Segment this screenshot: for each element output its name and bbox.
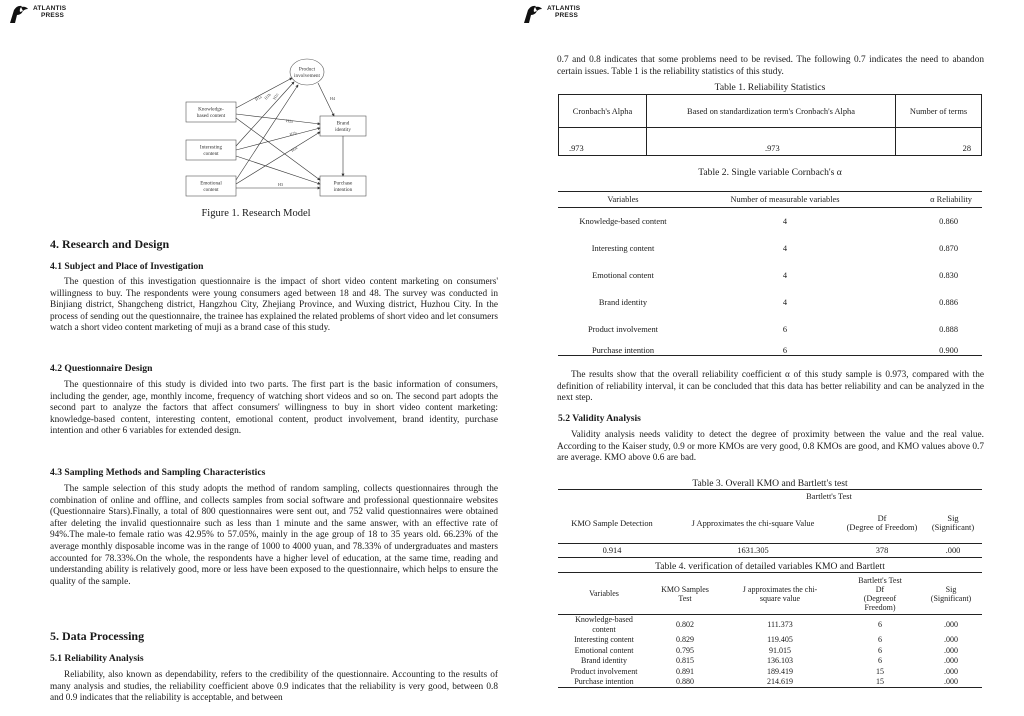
atlantis-press-icon <box>8 4 30 24</box>
table-header-row <box>559 95 982 128</box>
t3-value-cell: 1631.305 <box>737 546 769 555</box>
publisher-name-line1: ATLANTIS <box>33 5 67 12</box>
table-row <box>559 128 982 156</box>
t4-cell: .000 <box>944 666 958 676</box>
t2-cell: 4 <box>782 297 788 307</box>
hyp-label-7: H3 <box>278 182 284 187</box>
t2-cell: 4 <box>782 243 788 253</box>
table-header-row <box>558 504 982 544</box>
t4-cell: .000 <box>944 620 958 629</box>
t1-value-cell: 28 <box>896 128 982 156</box>
t4-cell: 6 <box>878 656 882 665</box>
table-header-row <box>558 192 982 208</box>
t2-header-cell: Number of measurable variables <box>688 192 882 208</box>
reliability-result-text: The results show that the overall reliability coefficient α of this study sample is 0.973, compared with the definition of reliability interval, it can be concluded that this data has better reliability and can be analyzed in the next step. <box>557 370 984 404</box>
table-header-row <box>558 573 982 615</box>
t4-cell: 0.795 <box>676 645 694 655</box>
t2-cell: Purchase intention <box>591 346 655 355</box>
research-model-figure <box>180 58 380 208</box>
t2-cell: Product involvement <box>587 324 658 334</box>
t2-header-cell: α Reliability <box>882 192 982 208</box>
t2-cell: 4 <box>782 216 788 226</box>
publisher-name-line2: PRESS <box>41 12 65 19</box>
t4-cell: Product involvement <box>570 666 638 676</box>
t1-value-cell: .973 <box>647 128 896 156</box>
t3-header-cell: Sig (Significant) <box>924 504 982 544</box>
t4-header-cell: Bartlett's Test Df (Degreeof Freedom) <box>840 573 920 615</box>
section-4-3-heading: 4.3 Sampling Methods and Sampling Characteristics <box>50 467 266 478</box>
section-5-2-heading: 5.2 Validity Analysis <box>558 413 641 424</box>
arrow-interesting-product <box>236 82 294 146</box>
t1-header-cell: Based on standardization term's Cronbach's Alpha <box>647 95 896 128</box>
section-4-heading: 4. Research and Design <box>50 237 170 251</box>
hyp-label-5: H2b <box>289 130 298 137</box>
node-product-label-1: Product <box>298 66 316 73</box>
t3-header-cell: Df (Degree of Freedom) <box>840 504 924 544</box>
section-4-1-text: The question of this investigation questionnaire is the impact of short video content marketing on consumers' willingness to buy. The respondents were young consumers aged between 18 and 48. The survey was conducted in Binjiang district, Shangcheng district, Hangzhou City, Zhejiang Province, and Wuxing district, Huzhou City. In the process of sending out the questionnaire, the trainee has explained the related problems of short video and let consumers watch a short video content marketing of muji as a brand case of this study. <box>50 277 498 334</box>
t4-cell: Emotional content <box>574 645 634 655</box>
hyp-label-8: H4 <box>330 96 336 101</box>
table-row <box>558 235 982 262</box>
t4-cell: 6 <box>878 620 882 629</box>
t4-cell: 189.419 <box>767 666 793 676</box>
table-row <box>558 544 982 558</box>
node-knowledge-label-2: based content <box>196 113 226 119</box>
section-5-2-text: Validity analysis needs validity to detect the degree of proximity between the value and the real value. According to the Kaiser study, 0.9 or more KMOs are very good, 0.8 KMOs are good, and KMO values above 0.7 are average. KMO above 0.6 are bad. <box>557 430 984 464</box>
t2-cell: 4 <box>782 270 788 280</box>
table-1-caption: Table 1. Reliability Statistics <box>714 82 826 93</box>
node-emotional-label-1: Emotional <box>200 180 222 187</box>
table-row <box>558 656 982 667</box>
t4-cell: 6 <box>878 635 882 644</box>
arrow-knowledge-product <box>236 78 292 108</box>
t4-cell: Brand identity <box>581 656 627 665</box>
section-4-3-text: The sample selection of this study adopts the method of random sampling, collects questionnaires through the combination of online and offline, and collects samples from social software and professional questionnaire websites (Questionnaire Stars).Finally, a total of 800 questionnaires were sent out, and 752 valid questionnaires were obtained after deleting the invalid questionnaire such as less than 1 minute and the same answer, with an effective rate of 94%.The male-to female ratio was 42.95% to 57.05%, mainly in the age group of 18 to 35 years old. 66.23% of the average monthly disposable income was in the range of 1000 to 4000 yuan, and 78.33% of undergraduates and masters accounted for 78.33%.On the whole, the respondents have a higher level of education, at the same time, reading and understanding ability is relatively good, more or less have been exposed to the questionnaire, which helps to ensure the quality of the sample. <box>50 484 498 587</box>
t3-group-header: Bartlett's Test <box>806 492 852 502</box>
node-purchase-label-2: intention <box>333 187 353 193</box>
t2-cell: 0.870 <box>939 243 958 253</box>
table-4-caption: Table 4. verification of detailed variables KMO and Bartlett <box>655 561 885 572</box>
t4-cell: 0.829 <box>676 635 694 644</box>
publisher-name-line2: PRESS <box>555 12 579 19</box>
hyp-label-2: H1b <box>263 92 272 101</box>
t4-cell: Interesting content <box>574 635 634 644</box>
t2-header-cell: Variables <box>558 192 688 208</box>
reliability-statistics-table <box>558 94 982 156</box>
publisher-logo <box>8 4 66 24</box>
t2-cell: 6 <box>782 324 788 334</box>
hyp-label-1: H1a <box>254 94 263 102</box>
t3-header-cell: KMO Sample Detection <box>558 504 666 544</box>
t3-header-cell: J Approximates the chi-square Value <box>666 504 840 544</box>
table-row <box>558 316 982 343</box>
t4-cell: Purchase intention <box>574 676 634 686</box>
table-row <box>558 677 982 688</box>
t4-cell: 91.015 <box>769 645 791 655</box>
section-5-heading: 5. Data Processing <box>50 629 145 643</box>
publisher-name-line1: ATLANTIS <box>547 5 581 12</box>
t4-cell: 15 <box>876 666 884 676</box>
t4-header-cell: KMO Samples Test <box>650 573 720 615</box>
table-3-caption: Table 3. Overall KMO and Bartlett's test <box>692 478 848 489</box>
t4-cell: 119.405 <box>767 635 793 644</box>
table-row <box>558 645 982 656</box>
section-4-1-heading: 4.1 Subject and Place of Investigation <box>50 261 204 272</box>
node-interesting-label-1: Interesting <box>199 144 223 151</box>
t4-cell: .000 <box>944 635 958 644</box>
reliability-continued-text: 0.7 and 0.8 indicates that some problems need to be revised. The following 0.7 indicates the need to abandon certain issues. Table 1 is the reliability statistics of this study. <box>557 55 984 77</box>
t4-cell: Knowledge-based content <box>575 615 633 634</box>
t1-header-cell: Number of terms <box>896 95 982 128</box>
t2-cell: 0.830 <box>939 270 958 280</box>
overall-kmo-bartlett-table <box>558 489 982 558</box>
table-row <box>558 666 982 677</box>
t4-cell: .000 <box>944 656 958 665</box>
section-4-2-text: The questionnaire of this study is divided into two parts. The first part is the basic information of consumers, including the gender, age, monthly income, frequency of watching short videos and so on. The second part adopts the second part to analyze the factors that affect consumers' willingness to buy in short video content marketing: knowledge-based content, interesting content, emotional content, product involvement, brand identity, purchase intention and other 6 variables for extended design. <box>50 380 498 437</box>
table-row <box>558 343 982 356</box>
t4-cell: 15 <box>876 676 884 686</box>
t3-value-cell: 378 <box>875 546 889 555</box>
hyp-label-3: H1c <box>271 91 280 101</box>
t2-cell: 0.888 <box>939 324 958 334</box>
t2-cell: 6 <box>782 346 788 355</box>
t2-cell: Interesting content <box>591 243 655 253</box>
node-product-label-2: involvement <box>294 73 320 79</box>
single-variable-cronbach-table <box>558 191 982 356</box>
t4-cell: .000 <box>944 645 958 655</box>
section-5-1-heading: 5.1 Reliability Analysis <box>50 653 144 664</box>
t2-cell: 0.900 <box>939 346 958 355</box>
t4-cell: 0.815 <box>676 656 694 665</box>
t4-cell: .000 <box>944 676 958 686</box>
table-row <box>558 208 982 235</box>
node-emotional-label-2: content <box>203 187 219 193</box>
table-row <box>558 262 982 289</box>
t4-cell: 0.891 <box>676 666 694 676</box>
t3-value-cell: 0.914 <box>602 546 622 555</box>
t4-header-cell: Sig (Significant) <box>920 573 982 615</box>
section-4-2-heading: 4.2 Questionnaire Design <box>50 363 153 374</box>
t4-header-cell: J approximates the chi- square value <box>720 573 840 615</box>
publisher-logo-right <box>522 4 580 24</box>
arrow-knowledge-purchase <box>236 118 320 180</box>
t2-cell: Knowledge-based content <box>579 216 667 226</box>
hyp-label-6: H2c <box>289 144 299 153</box>
node-brand-label-1: Brand <box>336 120 350 127</box>
t2-cell: Emotional content <box>592 270 654 280</box>
arrow-interesting-brand <box>236 128 320 150</box>
table-row <box>558 615 982 635</box>
arrow-interesting-purchase <box>236 156 320 184</box>
t2-cell: Brand identity <box>598 297 648 307</box>
t1-header-cell: Cronbach's Alpha <box>559 95 647 128</box>
t4-header-cell: Variables <box>558 573 650 615</box>
hyp-label-4: H2a <box>285 118 294 124</box>
t3-value-cell: .000 <box>945 546 961 555</box>
section-5-1-text: Reliability, also known as dependability, refers to the credibility of the questionnaire. Accounting to the results of many analysis and studies, the reliability coefficient above 0.9 indicates that the reliability is very good, between 0.8 and 0.9 indicates that the reliability is acceptable, and between <box>50 670 498 704</box>
t4-cell: 0.880 <box>676 676 694 686</box>
t4-cell: 6 <box>878 645 882 655</box>
node-brand-label-2: identity <box>335 127 351 133</box>
node-knowledge-label-1: Knowledge- <box>198 106 224 113</box>
t1-value-cell: .973 <box>559 128 647 156</box>
node-interesting-label-2: content <box>203 151 219 157</box>
table-row <box>558 289 982 316</box>
figure-caption: Figure 1. Research Model <box>201 208 311 219</box>
table-2-caption: Table 2. Single variable Cornbach's α <box>698 167 842 178</box>
t4-cell: 136.103 <box>767 656 793 665</box>
detailed-kmo-bartlett-table <box>558 572 982 688</box>
arrow-emotional-brand <box>236 132 320 184</box>
t4-cell: 111.373 <box>767 620 793 629</box>
table-row <box>558 635 982 646</box>
t2-cell: 0.860 <box>939 216 958 226</box>
t4-cell: 214.619 <box>767 676 793 686</box>
atlantis-press-icon <box>522 4 544 24</box>
t4-cell: 0.802 <box>676 620 694 629</box>
t2-cell: 0.886 <box>939 297 958 307</box>
node-purchase-label-1: Purchase <box>333 180 353 187</box>
